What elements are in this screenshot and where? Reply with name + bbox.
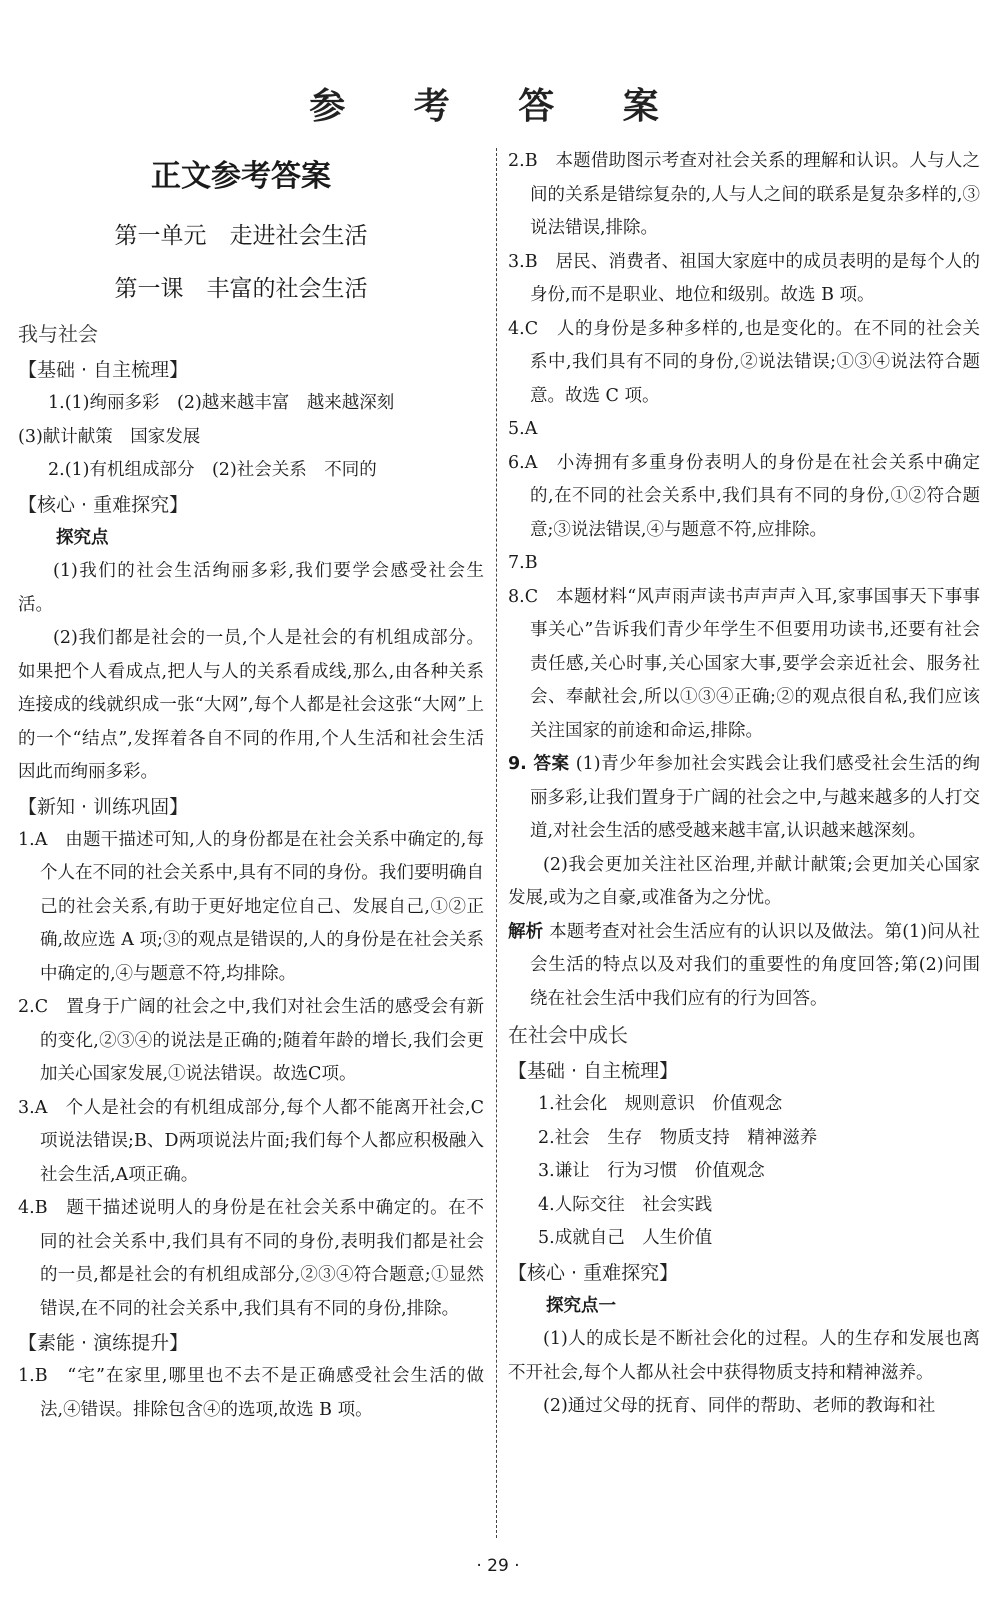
basic-line: 2.社会 生存 物质支持 精神滋养 <box>538 1127 818 1148</box>
core-tag: 【核心 · 重难探究】 <box>18 493 189 516</box>
page-number: · 29 · <box>476 1556 520 1576</box>
right-column <box>508 145 980 1424</box>
column-divider <box>496 148 497 1538</box>
answer-item: 3.B 居民、消费者、祖国大家庭中的成员表明的是每个人的身份,而不是职业、地位和级别。故选 B 项。 <box>508 251 980 305</box>
page-title: 参 考 答 案 <box>309 86 687 127</box>
unit-heading: 第一单元 走进社会生活 <box>114 223 368 249</box>
explore-paragraph: (1)人的成长是不断社会化的过程。人的生存和发展也离不开社会,每个人都从社会中获得物质支持和精神滋养。 <box>508 1329 980 1383</box>
answer-item: 1.A 由题干描述可知,人的身份都是在社会关系中确定的,每个人在不同的社会关系中,具有不同的身份。我们要明确自己的社会关系,有助于更好地定位自己、发展自己,①②正确,故应选 A 项;③的观点是错误的,人的身份是在社会关系中确定的,④与题意不符,均排除。 <box>18 829 484 984</box>
new-knowledge-tag: 【新知 · 训练巩固】 <box>18 795 189 818</box>
basic-line: 1.(1)绚丽多彩 (2)越来越丰富 越来越深刻 <box>48 393 395 413</box>
answers-heading: 正文参考答案 <box>151 159 331 194</box>
section-heading-me-and-society: 我与社会 <box>18 322 98 346</box>
explore-point-label: 探究点 <box>56 527 109 548</box>
answer-item: 6.A 小涛拥有多重身份表明人的身份是在社会关系中确定的,在不同的社会关系中,我们具有不同的身份,①②符合题意;③说法错误,④与题意不符,应排除。 <box>508 452 980 540</box>
answer-text: (1)青少年参加社会实践会让我们感受社会生活的绚丽多彩,让我们置身于广阔的社会之中,与越来越多的人打交道,对社会生活的感受越来越丰富,认识越来越深刻。 <box>530 754 980 841</box>
explore-paragraph: (2)我们都是社会的一员,个人是社会的有机组成部分。如果把个人看成点,把人与人的关系看成线,那么,由各种关系连接成的线就织成一张“大网”,每个人都是社会这张“大网”上的一个“结点”,发挥着各自不同的作用,个人生活和社会生活因此而绚丽多彩。 <box>18 628 484 782</box>
basic-line: (3)献计献策 国家发展 <box>18 426 201 447</box>
section-heading-grow-in-society: 在社会中成长 <box>508 1023 628 1047</box>
answer-item: 8.C 本题材料“风声雨声读书声声声入耳,家事国事天下事事事关心”告诉我们青少年学生不但要用功读书,还要有社会责任感,关心时事,关心国家大事,要学会亲近社会、服务社会、奉献社会,所以①③④正确;②的观点很自私,我们应该关注国家的前途和命运,排除。 <box>508 586 980 741</box>
basic-line: 1.社会化 规则意识 价值观念 <box>538 1094 783 1114</box>
basic-line: 4.人际交往 社会实践 <box>538 1194 713 1215</box>
answer-item: 2.B 本题借助图示考查对社会关系的理解和认识。人与人之间的关系是错综复杂的,人与人之间的联系是复杂多样的,③说法错误,排除。 <box>508 151 980 238</box>
answer-item: 2.C 置身于广阔的社会之中,我们对社会生活的感受会有新的变化,②③④的说法是正确的;随着年龄的增长,我们会更加关心国家发展,①说法错误。故选C项。 <box>18 997 484 1084</box>
analysis-text: 本题考查对社会生活应有的认识以及做法。第(1)问从社会生活的特点以及对我们的重要性的角度回答;第(2)问围绕在社会生活中我们应有的行为回答。 <box>530 921 980 1009</box>
basic-line: 5.成就自己 人生价值 <box>538 1228 713 1248</box>
lesson-heading: 第一课 丰富的社会生活 <box>114 276 368 302</box>
answer-item: 3.A 个人是社会的有机组成部分,每个人都不能离开社会,C项说法错误;B、D两项说法片面;我们每个人都应积极融入社会生活,A项正确。 <box>18 1097 484 1185</box>
answer-item: 1.B “宅”在家里,哪里也不去不是正确感受社会生活的做法,④错误。排除包含④的选项,故选 B 项。 <box>18 1366 484 1420</box>
skill-tag: 【素能 · 演练提升】 <box>18 1332 189 1354</box>
analysis-block <box>508 916 980 1017</box>
analysis-label: 解析 <box>508 921 544 942</box>
basic-line: 2.(1)有机组成部分 (2)社会关系 不同的 <box>48 460 377 480</box>
answer-item: 4.B 题干描述说明人的身份是在社会关系中确定的。在不同的社会关系中,我们具有不同的身份,表明我们都是社会的一员,都是社会的有机组成部分,②③④符合题意;①显然错误,在不同的社会关系中,我们具有不同的身份,排除。 <box>18 1198 484 1319</box>
explore-paragraph: (1)我们的社会生活绚丽多彩,我们要学会感受社会生活。 <box>18 561 484 615</box>
left-column <box>18 145 484 1427</box>
explore-paragraph: (2)通过父母的抚育、同伴的帮助、老师的教诲和社 <box>543 1396 936 1416</box>
answer-item: 4.C 人的身份是多种多样的,也是变化的。在不同的社会关系中,我们具有不同的身份,②说法错误;①③④说法符合题意。故选 C 项。 <box>508 318 980 406</box>
answer-label: 9. 答案 <box>508 754 570 774</box>
question-9-answer <box>508 748 980 849</box>
answer-paragraph: (2)我会更加关注社区治理,并献计献策;会更加关心国家发展,或为之自豪,或准备为之分忧。 <box>508 854 980 908</box>
explore-point-label: 探究点一 <box>546 1295 616 1316</box>
basic-line: 3.谦让 行为习惯 价值观念 <box>538 1161 765 1181</box>
answer-item: 7.B <box>508 553 538 573</box>
basic-tag: 【基础 · 自主梳理】 <box>508 1060 679 1082</box>
answer-item: 5.A <box>508 419 538 439</box>
core-tag: 【核心 · 重难探究】 <box>508 1261 679 1284</box>
basic-tag: 【基础 · 自主梳理】 <box>18 359 189 381</box>
